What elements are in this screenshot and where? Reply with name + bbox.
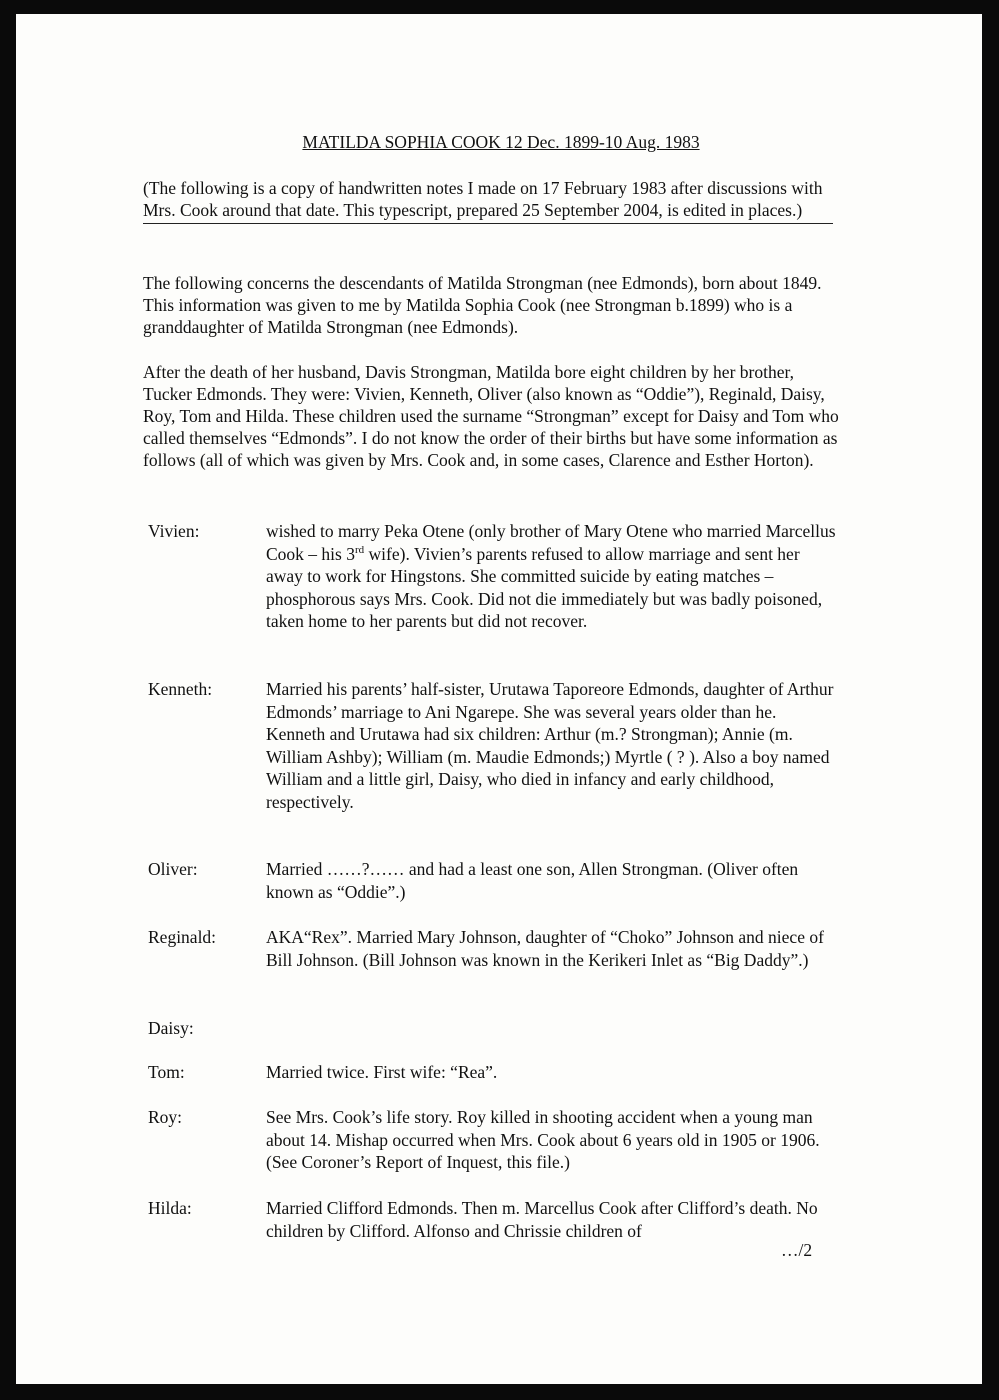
entry-label: Tom: xyxy=(148,1062,185,1082)
paragraph-children: After the death of her husband, Davis Strongman, Matilda bore eight children by her brother, Tucker Edmonds. They were: Vivien, Kenneth, Oliver (also known as “Oddie”), Reginald, Daisy, Roy, Tom and Hilda. These children used the surname “Strongman” except for Daisy and Tom who called themselves “Edmonds”. I do not know the order of their births but have some information as follows (all of which was given by Mrs. Cook and, in some cases, Clarence and Esther Horton). xyxy=(143,362,839,470)
page-continuation-marker: …/2 xyxy=(781,1240,813,1260)
entry-text: Married his parents’ half-sister, Urutawa Taporeore Edmonds, daughter of Arthur Edmonds’ marriage to Ani Ngarepe. She was several years older than he. Kenneth and Urutawa had six children: Arthur (m.? Strongman); Annie (m. William Ashby); William (m. Maudie Edmonds;) Myrtle ( ? ). Also a boy named William and a little girl, Daisy, who died in infancy and early childhood, respectively. xyxy=(266,679,834,812)
entry-text: See Mrs. Cook’s life story. Roy killed in shooting accident when a young man about 14. Mishap occurred when Mrs. Cook about 6 years old in 1905 or 1906. (See Coroner’s Report of Inquest, this file.) xyxy=(266,1107,820,1172)
paragraph-descendants: The following concerns the descendants of Matilda Strongman (nee Edmonds), born about 1849. This information was given to me by Matilda Sophia Cook (nee Strongman b.1899) who is a granddaughter of Matilda Strongman (nee Edmonds). xyxy=(143,273,822,337)
entry-text: Married Clifford Edmonds. Then m. Marcellus Cook after Clifford’s death. No children by Clifford. Alfonso and Chrissie children of xyxy=(266,1198,818,1241)
document-title: MATILDA SOPHIA COOK 12 Dec. 1899-10 Aug. 1983 xyxy=(302,132,700,152)
entry-label: Reginald: xyxy=(148,927,217,947)
entry-label: Vivien: xyxy=(148,521,200,541)
entry-label: Hilda: xyxy=(148,1198,192,1218)
entry-label: Oliver: xyxy=(148,859,198,879)
entry-text: Married twice. First wife: “Rea”. xyxy=(266,1062,498,1082)
entry-text: AKA“Rex”. Married Mary Johnson, daughter of “Choko” Johnson and niece of Bill Johnson. (Bill Johnson was known in the Kerikeri Inlet as “Big Daddy”.) xyxy=(266,927,824,970)
intro-note: (The following is a copy of handwritten notes I made on 17 February 1983 after discussions with Mrs. Cook around that date. This typescript, prepared 25 September 2004, is edited in places.) xyxy=(143,177,833,224)
document-page xyxy=(16,14,982,1384)
entry-label: Daisy: xyxy=(148,1018,194,1038)
entry-text: wished to marry Peka Otene (only brother of Mary Otene who married Marcellus Cook – his 3rd wife). Vivien’s parents refused to allow marriage and sent her away to work for Hingstons. She committed suicide by eating matches – phosphorous says Mrs. Cook. Did not die immediately but was badly poisoned, taken home to her parents but did not recover. xyxy=(266,521,836,631)
entry-label: Roy: xyxy=(148,1107,183,1127)
entry-label: Kenneth: xyxy=(148,679,213,699)
entry-text: Married ……?…… and had a least one son, Allen Strongman. (Oliver often known as “Oddie”.) xyxy=(266,859,799,902)
